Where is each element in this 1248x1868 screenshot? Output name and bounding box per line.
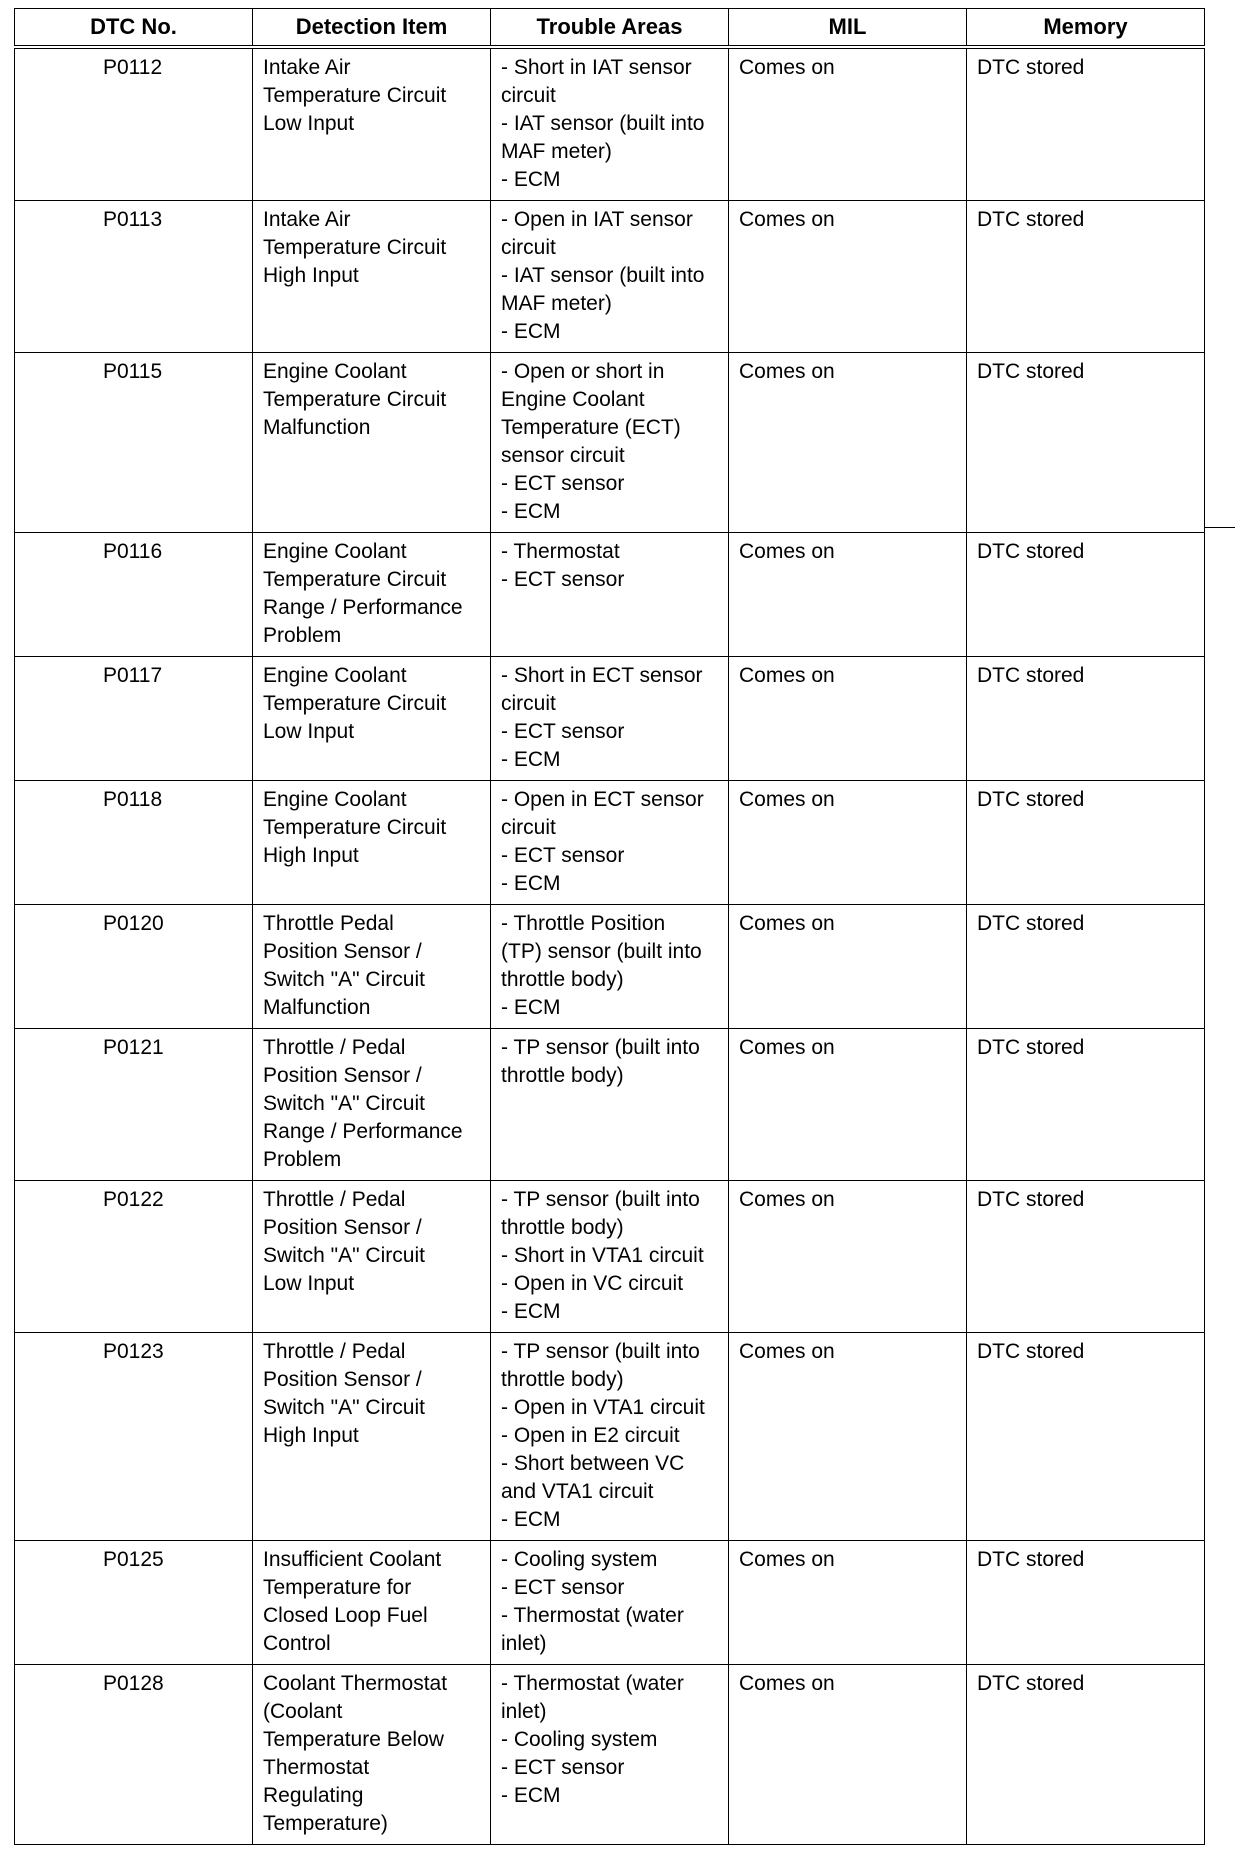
dtc-code-cell <box>15 781 253 905</box>
detection-item-line: Insufficient Coolant <box>263 1548 442 1571</box>
trouble-area-line: - Short in VTA1 circuit <box>501 1244 704 1267</box>
trouble-area-line: - ECT sensor <box>501 1576 625 1599</box>
memory-cell <box>967 1541 1205 1665</box>
detection-item-line: Switch "A" Circuit <box>263 1244 425 1267</box>
trouble-area-line: - Thermostat (water <box>501 1604 684 1627</box>
trouble-areas-cell <box>491 905 729 1029</box>
detection-item-line: Temperature for <box>263 1576 412 1599</box>
trouble-area-line: circuit <box>501 84 556 107</box>
memory-status: DTC stored <box>977 1548 1085 1571</box>
trouble-area-line: Temperature (ECT) <box>501 416 681 439</box>
mil-cell <box>729 1333 967 1541</box>
detection-item-line: Position Sensor / <box>263 940 422 963</box>
memory-cell <box>967 905 1205 1029</box>
dtc-code-cell <box>15 657 253 781</box>
mil-status: Comes on <box>739 208 835 231</box>
memory-status: DTC stored <box>977 1036 1085 1059</box>
dtc-code: P0125 <box>103 1548 164 1571</box>
dtc-code: P0113 <box>103 208 163 231</box>
trouble-areas-cell <box>491 353 729 533</box>
dtc-code-cell <box>15 533 253 657</box>
mil-cell <box>729 47 967 201</box>
trouble-area-line: (TP) sensor (built into <box>501 940 702 963</box>
column-header-detection-item: Detection Item <box>253 9 491 48</box>
detection-item-line: Throttle / Pedal <box>263 1036 406 1059</box>
detection-item-cell <box>253 657 491 781</box>
detection-item-line: Temperature Circuit <box>263 692 447 715</box>
dtc-table <box>14 8 1205 1845</box>
detection-item-cell <box>253 47 491 201</box>
table-row <box>15 533 1205 657</box>
detection-item-cell <box>253 533 491 657</box>
mil-status: Comes on <box>739 1548 835 1571</box>
memory-status: DTC stored <box>977 788 1085 811</box>
table-row <box>15 201 1205 353</box>
table-row <box>15 781 1205 905</box>
memory-cell <box>967 533 1205 657</box>
trouble-area-line: throttle body) <box>501 1216 624 1239</box>
trouble-areas-cell <box>491 1333 729 1541</box>
detection-item-line: Engine Coolant <box>263 664 407 687</box>
mil-cell <box>729 201 967 353</box>
dtc-code-cell <box>15 1333 253 1541</box>
dtc-code: P0120 <box>103 912 164 935</box>
trouble-area-line: - Cooling system <box>501 1728 658 1751</box>
memory-cell <box>967 781 1205 905</box>
memory-status: DTC stored <box>977 912 1085 935</box>
table-header-row <box>15 9 1205 48</box>
trouble-area-line: circuit <box>501 816 556 839</box>
dtc-code: P0115 <box>103 360 163 383</box>
trouble-area-line: - TP sensor (built into <box>501 1036 700 1059</box>
dtc-code: P0128 <box>103 1672 164 1695</box>
trouble-area-line: - Thermostat (water <box>501 1672 684 1695</box>
dtc-code-cell <box>15 1181 253 1333</box>
memory-cell <box>967 1665 1205 1845</box>
memory-status: DTC stored <box>977 1672 1085 1695</box>
trouble-area-line: - Open in IAT sensor <box>501 208 693 231</box>
detection-item-line: Throttle Pedal <box>263 912 394 935</box>
dtc-code: P0117 <box>103 664 163 687</box>
trouble-area-line: - ECM <box>501 1784 561 1807</box>
detection-item-line: Temperature Circuit <box>263 568 447 591</box>
trouble-area-line: - Cooling system <box>501 1548 658 1571</box>
mil-cell <box>729 1181 967 1333</box>
trouble-area-line: Engine Coolant <box>501 388 645 411</box>
trouble-area-line: MAF meter) <box>501 140 612 163</box>
dtc-code-cell <box>15 201 253 353</box>
memory-status: DTC stored <box>977 360 1085 383</box>
trouble-area-line: - Open in ECT sensor <box>501 788 704 811</box>
mil-status: Comes on <box>739 664 835 687</box>
detection-item-line: Temperature Circuit <box>263 236 447 259</box>
detection-item-cell <box>253 1333 491 1541</box>
memory-status: DTC stored <box>977 56 1085 79</box>
trouble-area-line: inlet) <box>501 1700 547 1723</box>
dtc-code: P0118 <box>103 788 163 811</box>
detection-item-line: Throttle / Pedal <box>263 1188 406 1211</box>
detection-item-line: Range / Performance <box>263 596 463 619</box>
detection-item-line: High Input <box>263 1424 359 1447</box>
trouble-area-line: - Throttle Position <box>501 912 666 935</box>
table-row <box>15 1029 1205 1181</box>
dtc-code-cell <box>15 1541 253 1665</box>
dtc-code-cell <box>15 905 253 1029</box>
detection-item-line: Position Sensor / <box>263 1368 422 1391</box>
detection-item-line: (Coolant <box>263 1700 343 1723</box>
trouble-area-line: - ECT sensor <box>501 568 625 591</box>
trouble-area-line: - Short in IAT sensor <box>501 56 692 79</box>
trouble-area-line: - TP sensor (built into <box>501 1340 700 1363</box>
detection-item-cell <box>253 1029 491 1181</box>
mil-status: Comes on <box>739 1188 835 1211</box>
dtc-code-cell <box>15 47 253 201</box>
detection-item-line: High Input <box>263 844 359 867</box>
memory-cell <box>967 353 1205 533</box>
table-row <box>15 1541 1205 1665</box>
trouble-areas-cell <box>491 1541 729 1665</box>
trouble-area-line: circuit <box>501 692 556 715</box>
dtc-code: P0116 <box>103 540 163 563</box>
trouble-area-line: sensor circuit <box>501 444 625 467</box>
detection-item-line: Switch "A" Circuit <box>263 1396 425 1419</box>
detection-item-line: Intake Air <box>263 56 351 79</box>
dtc-code: P0112 <box>103 56 163 79</box>
trouble-area-line: and VTA1 circuit <box>501 1480 654 1503</box>
detection-item-line: Engine Coolant <box>263 540 407 563</box>
trouble-area-line: - Thermostat <box>501 540 620 563</box>
detection-item-line: Malfunction <box>263 996 371 1019</box>
detection-item-line: Temperature) <box>263 1812 388 1835</box>
detection-item-line: Coolant Thermostat <box>263 1672 448 1695</box>
memory-cell <box>967 657 1205 781</box>
dtc-code-cell <box>15 353 253 533</box>
mil-status: Comes on <box>739 1340 835 1363</box>
mil-cell <box>729 657 967 781</box>
trouble-area-line: - ECM <box>501 320 561 343</box>
dtc-table-sheet <box>14 8 1205 1845</box>
trouble-area-line: - IAT sensor (built into <box>501 112 705 135</box>
trouble-area-line: throttle body) <box>501 1368 624 1391</box>
detection-item-cell <box>253 1665 491 1845</box>
trouble-area-line: - ECM <box>501 1300 561 1323</box>
table-body <box>15 47 1205 1845</box>
trouble-areas-cell <box>491 47 729 201</box>
trouble-area-line: - Short in ECT sensor <box>501 664 703 687</box>
mil-cell <box>729 1665 967 1845</box>
trouble-area-line: - TP sensor (built into <box>501 1188 700 1211</box>
detection-item-line: Malfunction <box>263 416 371 439</box>
detection-item-cell <box>253 1541 491 1665</box>
trouble-area-line: - Open in VC circuit <box>501 1272 684 1295</box>
trouble-area-line: circuit <box>501 236 556 259</box>
memory-status: DTC stored <box>977 1188 1085 1211</box>
detection-item-line: Thermostat <box>263 1756 370 1779</box>
trouble-area-line: - ECT sensor <box>501 720 625 743</box>
detection-item-line: Problem <box>263 1148 342 1171</box>
trouble-area-line: throttle body) <box>501 968 624 991</box>
trouble-area-line: MAF meter) <box>501 292 612 315</box>
mil-cell <box>729 781 967 905</box>
trouble-areas-cell <box>491 533 729 657</box>
detection-item-line: Position Sensor / <box>263 1216 422 1239</box>
detection-item-line: Low Input <box>263 1272 355 1295</box>
trouble-area-line: - ECM <box>501 1508 561 1531</box>
detection-item-line: Switch "A" Circuit <box>263 1092 425 1115</box>
detection-item-cell <box>253 905 491 1029</box>
mil-status: Comes on <box>739 1672 835 1695</box>
detection-item-line: Low Input <box>263 112 355 135</box>
detection-item-line: Intake Air <box>263 208 351 231</box>
column-header-mil: MIL <box>729 9 967 48</box>
mil-status: Comes on <box>739 788 835 811</box>
detection-item-cell <box>253 1181 491 1333</box>
trouble-area-line: - Short between VC <box>501 1452 685 1475</box>
memory-status: DTC stored <box>977 664 1085 687</box>
detection-item-line: Engine Coolant <box>263 360 407 383</box>
trouble-areas-cell <box>491 1029 729 1181</box>
trouble-area-line: - ECM <box>501 168 561 191</box>
detection-item-line: Regulating <box>263 1784 364 1807</box>
trouble-area-line: - ECT sensor <box>501 1756 625 1779</box>
memory-cell <box>967 201 1205 353</box>
detection-item-line: Problem <box>263 624 342 647</box>
dtc-code: P0121 <box>103 1036 164 1059</box>
dtc-code-cell <box>15 1029 253 1181</box>
table-row <box>15 47 1205 201</box>
detection-item-cell <box>253 201 491 353</box>
stray-rule-line <box>1205 527 1235 528</box>
table-row <box>15 905 1205 1029</box>
memory-status: DTC stored <box>977 208 1085 231</box>
table-row <box>15 657 1205 781</box>
trouble-area-line: - ECM <box>501 500 561 523</box>
detection-item-line: Temperature Below <box>263 1728 444 1751</box>
trouble-areas-cell <box>491 781 729 905</box>
detection-item-line: Control <box>263 1632 331 1655</box>
detection-item-line: Position Sensor / <box>263 1064 422 1087</box>
trouble-area-line: - IAT sensor (built into <box>501 264 705 287</box>
table-row <box>15 1333 1205 1541</box>
trouble-areas-cell <box>491 1181 729 1333</box>
detection-item-line: High Input <box>263 264 359 287</box>
detection-item-line: Throttle / Pedal <box>263 1340 406 1363</box>
memory-cell <box>967 47 1205 201</box>
mil-status: Comes on <box>739 1036 835 1059</box>
detection-item-line: Temperature Circuit <box>263 388 447 411</box>
column-header-trouble-areas: Trouble Areas <box>491 9 729 48</box>
trouble-area-line: - ECT sensor <box>501 844 625 867</box>
detection-item-cell <box>253 353 491 533</box>
column-header-dtc-no: DTC No. <box>15 9 253 48</box>
mil-cell <box>729 1029 967 1181</box>
trouble-area-line: throttle body) <box>501 1064 624 1087</box>
memory-cell <box>967 1029 1205 1181</box>
column-header-memory: Memory <box>967 9 1205 48</box>
mil-status: Comes on <box>739 540 835 563</box>
trouble-area-line: - ECM <box>501 748 561 771</box>
table-row <box>15 1181 1205 1333</box>
detection-item-line: Low Input <box>263 720 355 743</box>
trouble-area-line: - Open in VTA1 circuit <box>501 1396 705 1419</box>
trouble-area-line: - ECT sensor <box>501 472 625 495</box>
detection-item-line: Switch "A" Circuit <box>263 968 425 991</box>
trouble-areas-cell <box>491 1665 729 1845</box>
mil-cell <box>729 533 967 657</box>
trouble-area-line: - ECM <box>501 996 561 1019</box>
memory-status: DTC stored <box>977 1340 1085 1363</box>
table-row <box>15 353 1205 533</box>
dtc-code-cell <box>15 1665 253 1845</box>
trouble-area-line: inlet) <box>501 1632 547 1655</box>
trouble-areas-cell <box>491 657 729 781</box>
detection-item-line: Temperature Circuit <box>263 84 447 107</box>
memory-cell <box>967 1333 1205 1541</box>
mil-cell <box>729 1541 967 1665</box>
mil-status: Comes on <box>739 56 835 79</box>
trouble-area-line: - Open in E2 circuit <box>501 1424 680 1447</box>
detection-item-line: Range / Performance <box>263 1120 463 1143</box>
memory-status: DTC stored <box>977 540 1085 563</box>
detection-item-line: Closed Loop Fuel <box>263 1604 428 1627</box>
mil-cell <box>729 905 967 1029</box>
trouble-area-line: - ECM <box>501 872 561 895</box>
trouble-areas-cell <box>491 201 729 353</box>
mil-cell <box>729 353 967 533</box>
detection-item-cell <box>253 781 491 905</box>
mil-status: Comes on <box>739 360 835 383</box>
detection-item-line: Temperature Circuit <box>263 816 447 839</box>
table-row <box>15 1665 1205 1845</box>
mil-status: Comes on <box>739 912 835 935</box>
trouble-area-line: - Open or short in <box>501 360 665 383</box>
detection-item-line: Engine Coolant <box>263 788 407 811</box>
dtc-code: P0123 <box>103 1340 164 1363</box>
dtc-code: P0122 <box>103 1188 164 1211</box>
memory-cell <box>967 1181 1205 1333</box>
